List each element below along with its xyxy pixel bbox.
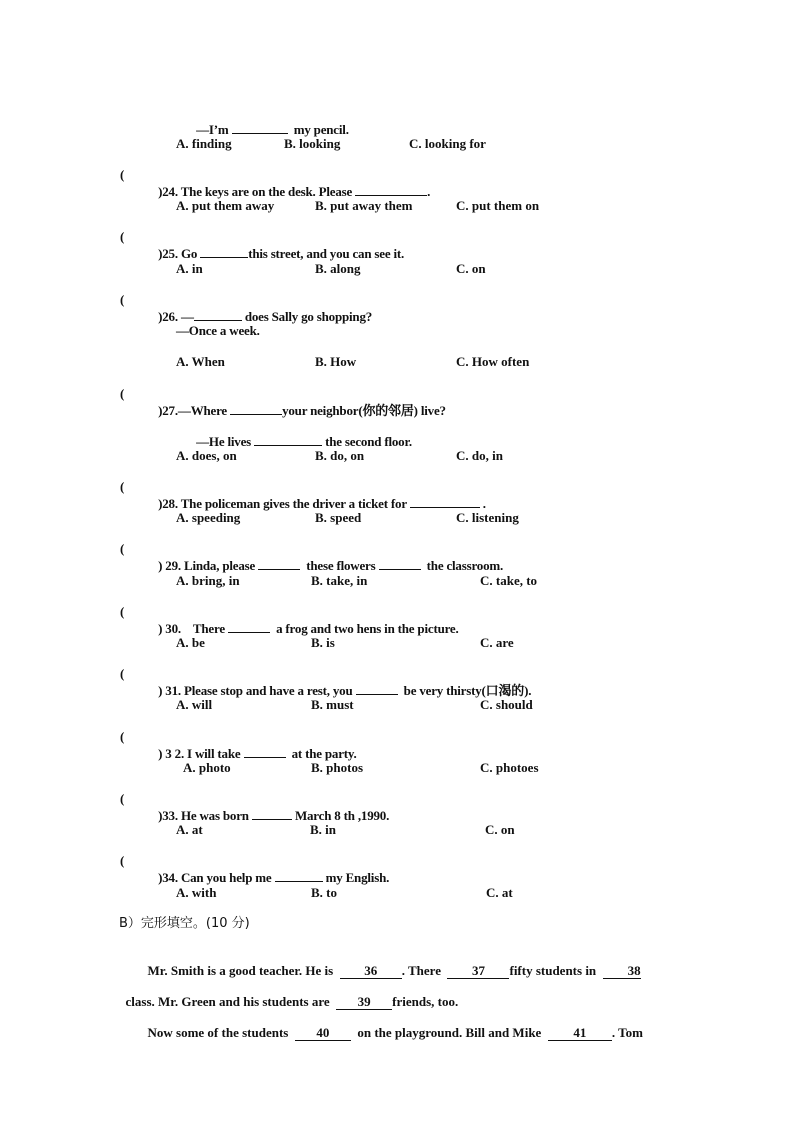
q23-option-c: C. looking for — [409, 136, 486, 151]
q27-reply — [190, 417, 412, 450]
blank-36: 36 — [340, 964, 402, 979]
q26-blank — [194, 308, 242, 321]
q24-after: . — [427, 184, 431, 199]
q30-line — [152, 604, 459, 637]
q27-reply-pre: —He lives — [196, 434, 251, 449]
q27-paren: ( — [120, 386, 125, 401]
q26-reply: —Once a week. — [176, 323, 260, 338]
q34-option-c: C. at — [486, 885, 513, 900]
passage-l2-b: friends, too. — [392, 994, 459, 1009]
q23-text: —I’m — [196, 122, 229, 137]
q28-after: . — [482, 496, 486, 511]
passage-line-2 — [119, 978, 458, 1010]
q32-paren: ( — [120, 729, 125, 744]
q33-paren: ( — [120, 791, 125, 806]
q26-option-c: C. How often — [456, 354, 530, 369]
q23-after: my pencil. — [293, 122, 349, 137]
q27-after: your neighbor(你的邻居) live? — [282, 403, 446, 418]
q34-option-b: B. to — [311, 885, 337, 900]
q23-blank — [232, 121, 288, 134]
q32-option-c: C. photoes — [480, 760, 539, 775]
q29-option-c: C. take, to — [480, 573, 538, 588]
q31-line — [152, 666, 531, 699]
q32-after: at the party. — [291, 746, 357, 761]
q26-after: does Sally go shopping? — [244, 309, 373, 324]
q33-option-c: C. on — [485, 822, 515, 837]
q33-after: March 8 th ,1990. — [294, 808, 390, 823]
q29-text: ) 29. Linda, please — [158, 558, 256, 573]
q25-option-a: A. in — [176, 261, 203, 276]
q34-line — [152, 853, 389, 886]
q32-option-b: B. photos — [311, 760, 364, 775]
q33-blank — [252, 807, 292, 820]
q32-text: ) 3 2. I will take — [158, 746, 241, 761]
q28-option-a: A. speeding — [176, 510, 241, 525]
q28-text: )28. The policeman gives the driver a ticket for — [158, 496, 407, 511]
q24-option-b: B. put away them — [315, 198, 413, 213]
q29-blank-2 — [379, 557, 421, 570]
q27-line — [152, 386, 446, 419]
passage-l1-c: fifty students in — [509, 963, 597, 978]
q31-option-a: A. will — [176, 697, 213, 712]
q23-option-b: B. looking — [284, 136, 341, 151]
q34-option-a: A. with — [176, 885, 217, 900]
q27-blank — [230, 402, 282, 415]
q31-after: be very thirsty(口渴的). — [403, 683, 532, 698]
q33-option-b: B. in — [310, 822, 337, 837]
q31-paren: ( — [120, 666, 125, 681]
q30-paren: ( — [120, 604, 125, 619]
q25-after: this street, and you can see it. — [248, 246, 405, 261]
q28-option-b: B. speed — [315, 510, 362, 525]
q29-mid: these flowers — [306, 558, 376, 573]
q29-option-b: B. take, in — [311, 573, 368, 588]
q34-blank — [275, 869, 323, 882]
q23-option-a: A. finding — [176, 136, 232, 151]
q25-text: )25. Go — [158, 246, 198, 261]
q24-line — [152, 167, 430, 200]
q27-option-b: B. do, on — [315, 448, 365, 463]
q34-after: my English. — [325, 870, 390, 885]
passage-l3-c: . Tom — [611, 1025, 643, 1040]
q24-paren: ( — [120, 167, 125, 182]
q34-paren: ( — [120, 853, 125, 868]
q24-text: )24. The keys are on the desk. Please — [158, 184, 353, 199]
q29-paren: ( — [120, 541, 125, 556]
q26-option-a: A. When — [176, 354, 225, 369]
q34-text: )34. Can you help me — [158, 870, 272, 885]
q28-line — [152, 479, 486, 512]
q29-line — [152, 541, 503, 574]
blank-39: 39 — [336, 995, 392, 1010]
q33-line — [152, 791, 389, 824]
q27-option-a: A. does, on — [176, 448, 237, 463]
q27-reply-blank — [254, 433, 322, 446]
q25-option-b: B. along — [315, 261, 361, 276]
q25-line — [152, 229, 404, 262]
q31-option-b: B. must — [311, 697, 354, 712]
q33-text: )33. He was born — [158, 808, 249, 823]
q30-option-c: C. are — [480, 635, 514, 650]
q27-reply-post: the second floor. — [325, 434, 412, 449]
q31-blank — [356, 682, 398, 695]
q25-blank — [200, 245, 248, 258]
passage-l3-b: on the playground. Bill and Mike — [357, 1025, 542, 1040]
passage-line-1 — [141, 947, 641, 979]
q29-option-a: A. bring, in — [176, 573, 240, 588]
q29-blank-1 — [258, 557, 300, 570]
q31-text: ) 31. Please stop and have a rest, you — [158, 683, 353, 698]
passage-l2-a: class. Mr. Green and his students are — [125, 994, 330, 1009]
blank-41: 41 — [548, 1026, 612, 1041]
q32-blank — [244, 745, 286, 758]
q28-paren: ( — [120, 479, 125, 494]
passage-l1-b: . There — [401, 963, 441, 978]
q26-paren: ( — [120, 292, 125, 307]
q24-option-c: C. put them on — [456, 198, 540, 213]
q26-text: )26. — — [158, 309, 194, 324]
section-b-heading: B）完形填空。(10 分) — [119, 916, 250, 931]
passage-l1-a: Mr. Smith is a good teacher. He is — [147, 963, 334, 978]
q25-option-c: C. on — [456, 261, 486, 276]
q30-blank — [228, 620, 270, 633]
q30-pre: There — [192, 621, 225, 636]
blank-37: 37 — [447, 964, 509, 979]
q26-option-b: B. How — [315, 354, 357, 369]
q28-blank — [410, 495, 480, 508]
q33-option-a: A. at — [176, 822, 203, 837]
blank-38: 38 — [603, 964, 641, 979]
q29-after: the classroom. — [426, 558, 504, 573]
q30-after: a frog and two hens in the picture. — [276, 621, 459, 636]
q30-option-a: A. be — [176, 635, 205, 650]
passage-l3-a: Now some of the students — [147, 1025, 289, 1040]
q24-option-a: A. put them away — [176, 198, 275, 213]
q26-line — [152, 292, 372, 325]
q25-paren: ( — [120, 229, 125, 244]
q30-num: ) 30. — [158, 621, 181, 636]
blank-40: 40 — [295, 1026, 351, 1041]
q28-option-c: C. listening — [456, 510, 519, 525]
q27-text: )27.—Where — [158, 403, 227, 418]
q27-option-c: C. do, in — [456, 448, 503, 463]
q32-option-a: A. photo — [183, 760, 231, 775]
q32-line — [152, 729, 357, 762]
q30-option-b: B. is — [311, 635, 335, 650]
q23-line — [190, 105, 349, 138]
q24-blank — [355, 183, 427, 196]
q31-option-c: C. should — [480, 697, 533, 712]
passage-line-3 — [141, 1009, 643, 1041]
